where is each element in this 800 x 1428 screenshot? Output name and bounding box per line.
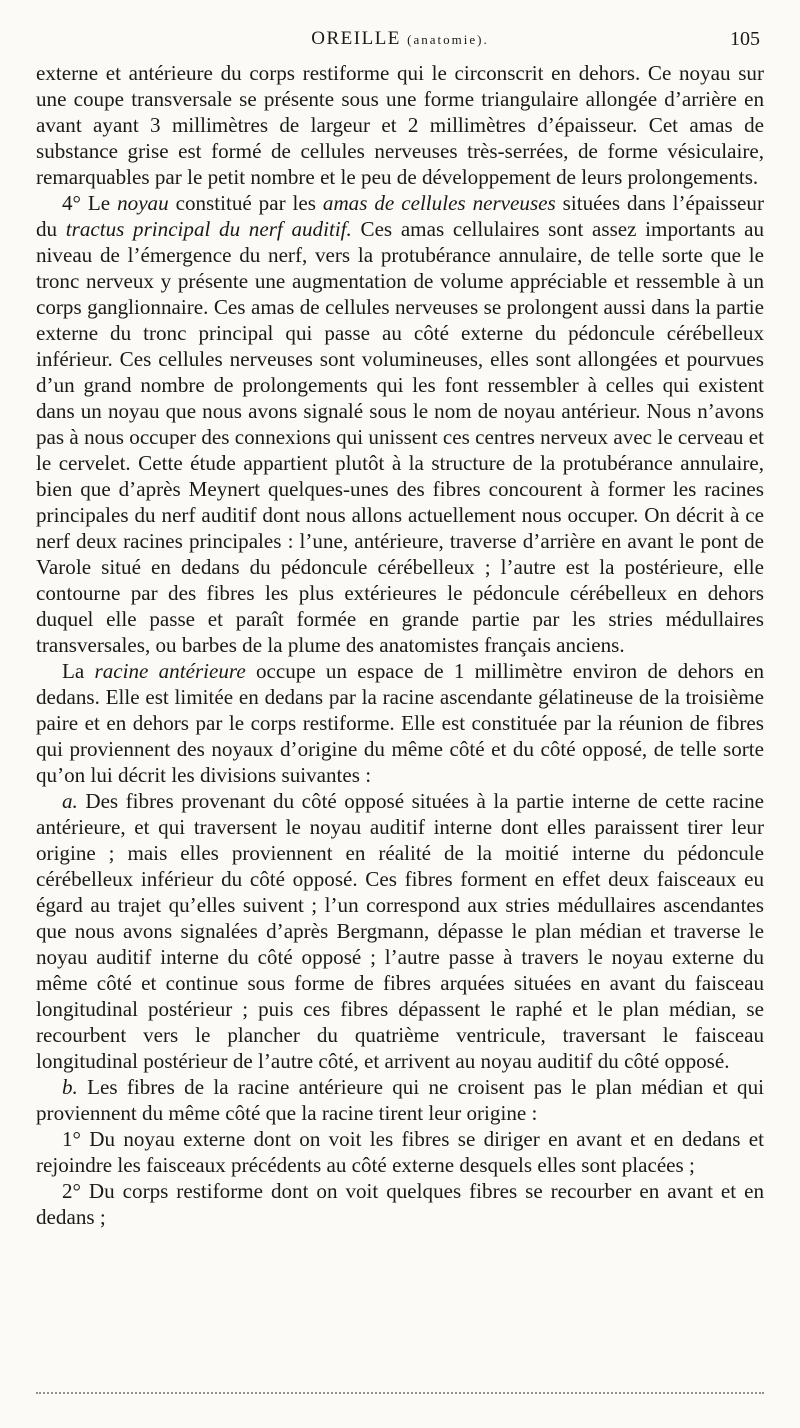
italic-text: racine antérieure: [94, 659, 246, 683]
paragraph: [36, 1074, 764, 1126]
running-head: [36, 0, 764, 60]
text-run: 2° Du corps restiforme dont on voit quelques fibres se recourber en avant et en dedans ;: [36, 1179, 764, 1229]
text-run: La: [62, 659, 95, 683]
paragraph: [36, 190, 764, 658]
footer-dotted-rule: [36, 1392, 764, 1394]
italic-text: tractus principal du nerf auditif.: [65, 217, 352, 241]
text-run: externe et antérieure du corps restiforme qui le circonscrit en dehors. Ce noyau sur une coupe transversale se présente sous une forme triangulaire allongée d’arrière en avant ayant 3 millimètres de largeur et 2 millimètres d’épaisseur. Cet amas de substance grise est formé de cellules nerveuses très-serrées, de forme vésiculaire, remarquables par le petit nombre et le peu de développement de leurs prolongements.: [36, 61, 764, 189]
italic-text: noyau: [117, 191, 169, 215]
text-run: 4° Le: [62, 191, 118, 215]
running-title-subtitle: (anatomie).: [407, 32, 489, 47]
text-run: constitué par les: [168, 191, 323, 215]
italic-text: b.: [62, 1075, 78, 1099]
body-text: [36, 60, 764, 1230]
paragraph: [36, 658, 764, 788]
running-title-main: OREILLE: [311, 28, 401, 49]
text-run: Les fibres de la racine antérieure qui ne croisent pas le plan médian et qui proviennent du même côté que la racine tirent leur origine :: [36, 1075, 764, 1125]
paragraph: [36, 788, 764, 1074]
italic-text: a.: [62, 789, 78, 813]
italic-text: amas de cellules nerveuses: [322, 191, 556, 215]
paragraph: [36, 1178, 764, 1230]
text-run: situées dans l’épaisseur du: [36, 191, 764, 241]
running-title: [36, 28, 764, 50]
text-run: occupe un espace de 1 millimètre environ de dehors en dedans. Elle est limitée en dedans par la racine ascendante gélatineuse de la troisième paire et en dehors par le corps restiforme. Elle est constituée par la réunion de fibres qui proviennent des noyaux d’origine du même côté et du côté opposé, de telle sorte qu’on lui décrit les divisions suivantes :: [36, 659, 764, 787]
text-run: Des fibres provenant du côté opposé situées à la partie interne de cette racine antérieure, et qui traversent le noyau auditif interne dont elles paraissent tirer leur origine ; mais elles proviennent en réalité de la moitié interne du pédoncule cérébelleux inférieur du côté opposé. Ces fibres forment en effet deux faisceaux eu égard au trajet qu’elles suivent ; l’un correspond aux stries médullaires ascendantes que nous avons signalées d’après Bergmann, dépasse le plan médian et traverse le noyau auditif interne du côté opposé ; l’autre passe à travers le noyau externe du même côté et continue sous forme de fibres arquées situées en avant du faisceau longitudinal postérieur ; puis ces fibres dépassent le raphé et le plan médian, se recourbent vers le plancher du quatrième ventricule, traversant le faisceau longitudinal postérieur de l’autre côté, et arrivent au noyau auditif du côté opposé.: [36, 789, 764, 1073]
paragraph: [36, 1126, 764, 1178]
text-run: 1° Du noyau externe dont on voit les fibres se diriger en avant et en dedans et rejoindre les faisceaux précédents au côté externe desquels elles sont placées ;: [36, 1127, 764, 1177]
text-run: Ces amas cellulaires sont assez importants au niveau de l’émergence du nerf, vers la protubérance annulaire, de telle sorte que le tronc nerveux y présente une augmentation de volume appréciable et ressemble à un corps ganglionnaire. Ces amas de cellules nerveuses se prolongent aussi dans la partie externe du tronc principal qui passe au côté externe du pédoncule cérébelleux inférieur. Ces cellules nerveuses sont volumineuses, elles sont allongées et pourvues d’un grand nombre de prolongements qui les font ressembler à celles qui existent dans un noyau que nous avons signalé sous le nom de noyau antérieur. Nous n’avons pas à nous occuper des connexions qui unissent ces centres nerveux avec le cerveau et le cervelet. Cette étude appartient plutôt à la structure de la protubérance annulaire, bien que d’après Meynert quelques-unes des fibres concourent à former les racines principales du nerf auditif dont nous allons actuellement nous occuper. On décrit à ce nerf deux racines principales : l’une, antérieure, traverse d’arrière en avant le pont de Varole situé en dedans du pédoncule cérébelleux ; l’autre est la postérieure, elle contourne par des fibres les plus extérieures le pédoncule cérébelleux en dehors duquel elle passe et paraît formée en grande partie par les stries médullaires transversales, ou barbes de la plume des anatomistes français anciens.: [36, 217, 764, 657]
paragraph: [36, 60, 764, 190]
page-number: 105: [730, 28, 760, 50]
